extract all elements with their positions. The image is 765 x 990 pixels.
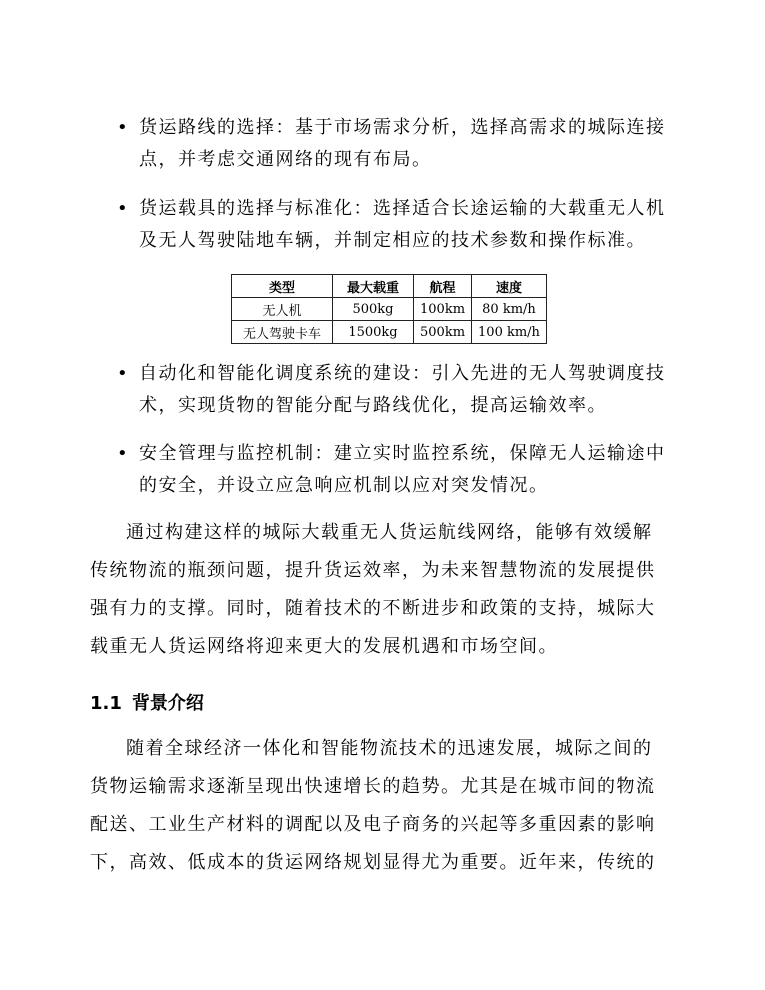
table-row [232,321,547,344]
section-number: 1.1 [90,693,122,714]
table-header-row [232,275,547,298]
table-header-cell: 类型 [232,275,333,298]
bullet-line: 点，并考虑交通网络的现有布局。 [139,149,432,170]
table-cell: 500km [414,321,472,344]
bullet-dot-icon: • [117,363,130,384]
background-paragraph [90,730,680,882]
table-row [232,298,547,321]
section-heading [90,690,204,718]
paragraph-line: 配送、工业生产材料的调配以及电子商务的兴起等多重因素的影响 [90,814,656,835]
table-cell: 100 km/h [472,321,547,344]
bullet-dot-icon: • [117,117,130,138]
paragraph-line: 传统物流的瓶颈问题，提升货运效率，为未来智慧物流的发展提供 [90,560,656,581]
paragraph-line: 通过构建这样的城际大载重无人货运航线网络，能够有效缓解 [126,522,653,543]
bullet-line: 货运载具的选择与标准化：选择适合长途运输的大载重无人机 [139,198,666,219]
summary-paragraph [90,514,680,666]
paragraph-line: 货物运输需求逐渐呈现出快速增长的趋势。尤其是在城市间的物流 [90,776,656,797]
bullet-line: 安全管理与监控机制：建立实时监控系统，保障无人运输途中 [139,443,666,464]
section-title: 背景介绍 [131,693,204,714]
paragraph-line: 随着全球经济一体化和智能物流技术的迅速发展，城际之间的 [126,738,653,759]
table-cell: 100km [414,298,472,321]
table-cell: 80 km/h [472,298,547,321]
paragraph-line: 载重无人货运网络将迎来更大的发展机遇和市场空间。 [90,636,558,657]
table-cell: 1500kg [333,321,414,344]
table-header-cell: 速度 [472,275,547,298]
table-header-cell: 航程 [414,275,472,298]
paragraph-line: 强有力的支撑。同时，随着技术的不断进步和政策的支持，城际大 [90,598,656,619]
bullet-line: 自动化和智能化调度系统的建设：引入先进的无人驾驶调度技 [139,363,666,384]
vehicle-spec-table [231,274,547,344]
table-cell: 无人驾驶卡车 [232,321,333,344]
bullet-line: 货运路线的选择：基于市场需求分析，选择高需求的城际连接 [139,117,666,138]
table-cell: 500kg [333,298,414,321]
bullet-dot-icon: • [117,443,130,464]
bullet-dot-icon: • [117,198,130,219]
table-header-cell: 最大载重 [333,275,414,298]
table-cell: 无人机 [232,298,333,321]
bullet-line: 的安全，并设立应急响应机制以应对突发情况。 [139,475,549,496]
paragraph-line: 下，高效、低成本的货运网络规划显得尤为重要。近年来，传统的 [90,852,656,873]
bullet-line: 术，实现货物的智能分配与路线优化，提高运输效率。 [139,395,607,416]
bullet-line: 及无人驾驶陆地车辆，并制定相应的技术参数和操作标准。 [139,230,646,251]
